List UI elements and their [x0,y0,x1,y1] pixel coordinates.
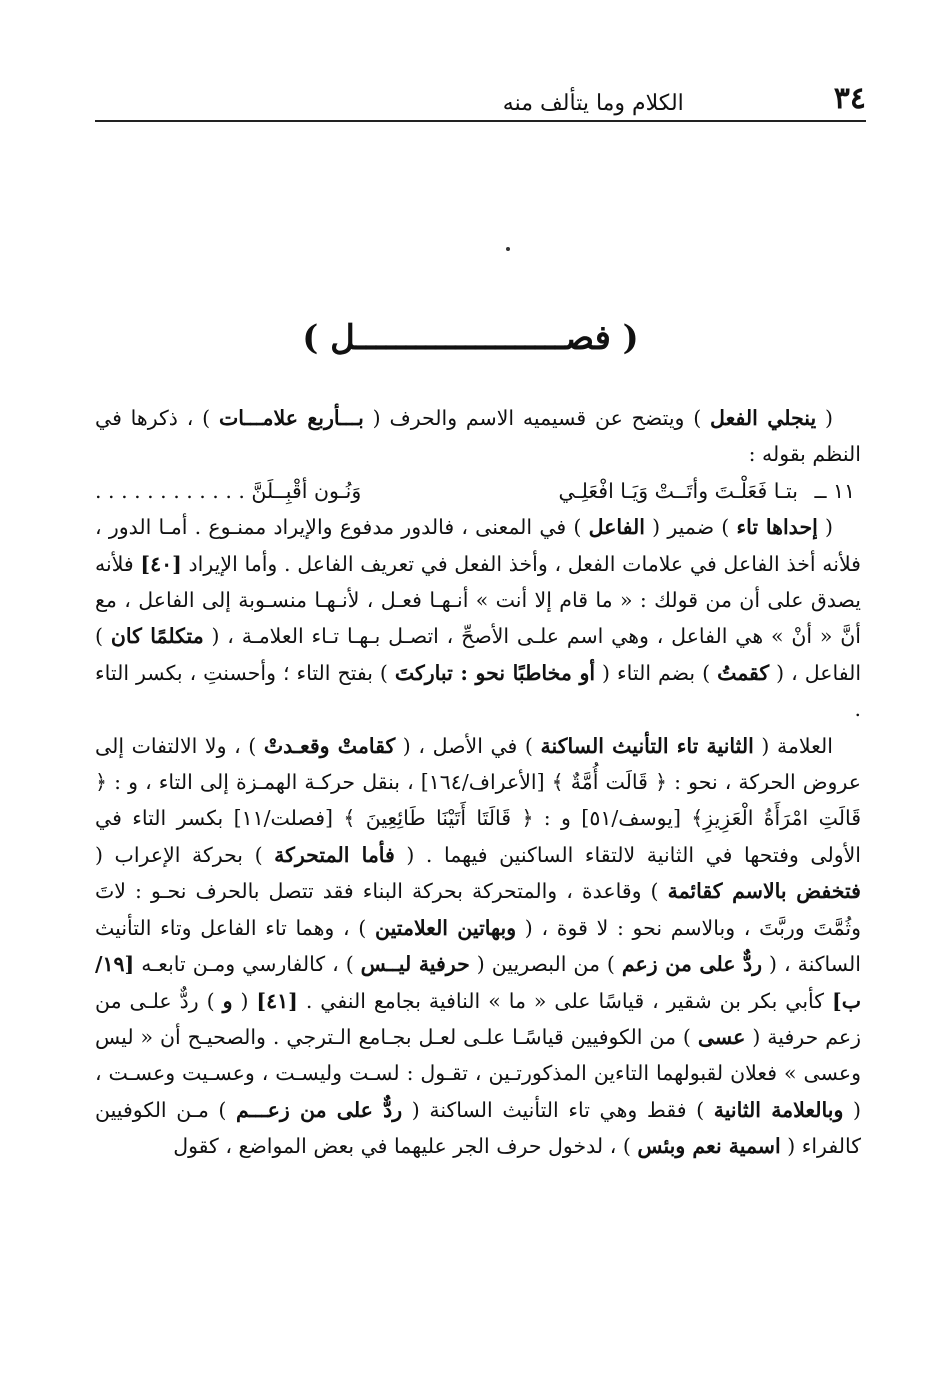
text-run: العلامة ( [753,733,833,758]
verse-first-part [559,473,855,509]
stray-dot [506,247,510,251]
bold-text: فتخفض بالاسم كقائمة [667,879,861,904]
bold-text: [٤٠] [140,551,182,576]
paragraph [95,400,861,473]
verse-second-hemistich: وَنُـون أقْبِــلَنَّ . . . . . . . . . . . . [95,478,362,503]
text-run: ) ، لدخول حرف الجر عليهما في بعض المواضع ، كقول [173,1134,638,1159]
text-run: ) فقط وهي تاء التأنيث الساكنة ( [402,1097,714,1122]
running-title: الكلام وما يتألف منه [502,91,684,116]
bold-text: الثانية تاء التأنيث الساكنة [540,733,754,758]
text-run: ) ، ذكرها في النظم بقوله : [95,406,861,467]
bold-text: الفاعل [588,515,645,540]
bold-text: إحداها تاء [736,515,818,540]
bold-text: أو مخاطبًا نحو : تباركتَ [394,660,596,685]
text-run: ) ، وهما تاء الفاعل وتاء التأنيث الساكنة ، ( [95,915,861,977]
page-number: ٣٤ [833,81,866,116]
bold-text: ينجلي الفعل [710,406,817,430]
text-run: ) في المعنى ، فالدور مدفوع والإيراد ممنـوع . أمـا الدور ، فلأنه أخذ الفاعل في علامات الفعل ، وأخذ الفعل في تعريف الفاعل . وأما الإيراد [95,515,861,576]
bold-text: [١٩/ب] [95,952,862,1013]
bold-text: وبهاتين العلامتين [374,915,517,940]
bold-text: اسمية نعم وبئس [637,1134,781,1159]
text-run: ( [816,406,833,430]
bold-text: ردٌّ على من زعم [621,952,763,977]
bold-text: حرفية ليــس [360,952,470,977]
text-run: ) الفاعل ، ( [95,624,862,685]
bold-text: متكلمًا كان [110,624,204,649]
bold-text: بـــأربع علامـــات [218,406,364,430]
text-run: ( [232,988,257,1013]
verse-number: ١١ ــ [814,478,855,503]
text-run: ) ويتضح عن قسيميه الاسم والحرف ( [363,406,711,430]
bold-text: كقامتْ وقعـدتْ [263,733,396,758]
text-run: ) مـن الكوفيين كالفراء ( [95,1097,861,1159]
bold-text: [٤١] [256,988,298,1013]
bold-text: كقمتُ [717,660,770,685]
paragraph [95,509,861,727]
bold-text: ردٌّ على من زعـــم [236,1097,403,1122]
text-run: ) من البصريين ( [469,952,622,977]
text-run: ) ، كالفارسي ومـن تابعـه [134,952,361,977]
bold-text: وبالعلامة الثانية [713,1097,844,1122]
text-run: ) في الأصل ، ( [395,733,541,758]
bold-text: عسى [697,1024,746,1049]
bold-text: و [222,988,233,1013]
text-run: كأبي بكر بن شقير ، قياسًا على « ما » النافية بجامع النفي . [297,988,833,1013]
text-run: ) ردٌّ علـى من زعم حرفية ( [95,988,861,1049]
text-run: ) من الكوفيين قياسًـا علـى لعـل بجـامع الـترجي . والصحيـح أن « ليس وعسى » فعلان لقبولهما التاءين المذكورتـين ، تقـول : لسـت وليسـت ، وعسـيت وعسـت ، ( [95,1024,861,1122]
verse-line [95,473,861,509]
text-run: ) بحركة الإعراب ( [95,842,275,867]
bold-text: فأما المتحركة [274,842,395,867]
running-header [95,82,866,122]
text-run: فلأنه يصدق على أن من قولك : « ما قام إلا أنت » أنـهـا فعـل ، لأنـهـا منسـوبة إلى الفاعل ، مع أنَّ « أنْ » هي الفاعل ، وهي اسم علـى الأصحِّ ، اتصـل بـهـا تـاء العلامـة ، ( [95,551,861,649]
verse-first-hemistich: بتـا فَعَلْـتَ وأتَــتْ وَيَـا افْعَلِـي [558,478,798,503]
text-run: ) ضمير ( [644,515,737,540]
section-title: ( فصـــــــــــــــــــــل ) [302,318,639,358]
text-run: ) بفتح التاء ؛ وأحسنتِ ، بكسر التاء . [95,660,861,722]
paragraph [95,728,861,1165]
text-run: ) ، ولا الالتفات إلى عروض الحركة ، نحو : ﴿ قَالَت أُمَّةٌ ﴾ [الأعراف/١٦٤] ، بنقل حركـة الهمـزة إلى التاء ، و : ﴿ قَالَتِ امْرَأَةُ الْعَزِيزِ﴾ [يوسف/٥١] و : ﴿ قَالَتَا أَتَيْنَا طَائِعِينَ ﴾ [فصلت/١١] بكسر التاء في الأولى وفتحها في الثانية لالتقاء الساكنين فيهما . ( [95,733,861,867]
text-run: ) بضم التاء ( [595,660,718,685]
body-text [95,400,861,1165]
text-run: ) وقاعدة ، والمتحركة بحركة البناء فقد تتصل بالحرف نحـو : لاتَ وثُمَّتَ وربَّتَ ، وبالاسم نحو : لا قوة ، ( [95,879,861,940]
text-run: ( [817,515,834,540]
